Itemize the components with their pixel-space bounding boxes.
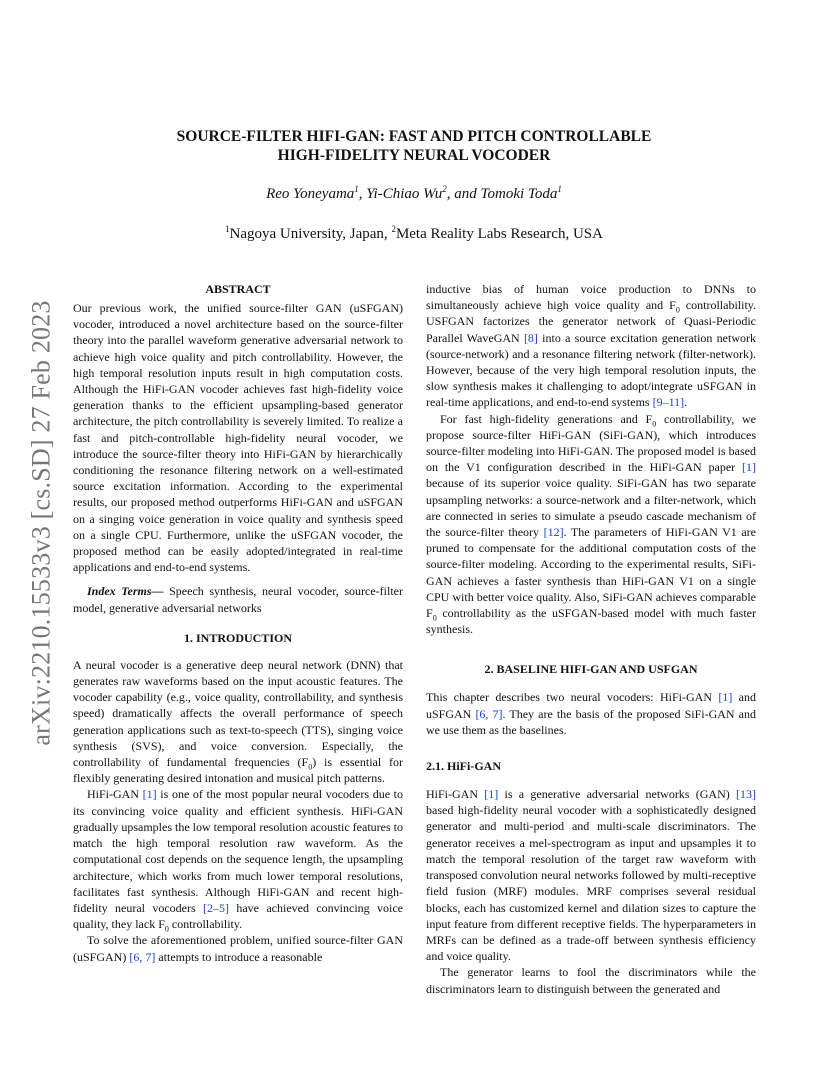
- citation-link[interactable]: [6, 7]: [129, 949, 156, 964]
- intro-paragraph-3: To solve the aforementioned problem, unified source-filter GAN (uSFGAN) [6, 7] attempts to introduce a reasonable: [73, 933, 403, 964]
- citation-link[interactable]: [1]: [718, 690, 733, 705]
- intro-paragraph-1: A neural vocoder is a generative deep neural network (DNN) that generates raw waveforms based on the input acoustic features. The vocoder capability (e.g., voice quality, controllability, and synthesis speed) dramatically affects the overall performance of speech generation applications such as text-to-speech (TTS), singing voice synthesis (SVS), and voice conversion. Especially, the controllability of fundamental frequencies $(F_0)$ is essential for flexibly generating desired intonation and musical pitch patterns.: [73, 657, 403, 786]
- author-list: Reo Yoneyama$^1$, Yi-Chiao Wu$^2$, and Tomoki Toda$^1$: [266, 184, 562, 202]
- index-terms: Index Terms— Speech synthesis, neural vocoder, source-filter model, generative adversarial networks: [73, 584, 403, 615]
- abstract-text: Our previous work, the unified source-filter GAN (uSFGAN) vocoder, introduced a novel architecture based on the source-filter theory into the parallel waveform generative adversarial network to achieve high voice quality and pitch controllability. However, the high temporal resolution inputs result in high computation costs. Although the HiFi-GAN vocoder achieves fast high-fidelity voice generation thanks to the efficient upsampling-based generator architecture, the pitch controllability is severely limited. To realize a fast and pitch-controllable high-fidelity neural vocoder, we introduce the source-filter theory into HiFi-GAN by hierarchically conditioning the resonance filtering network on a well-estimated source excitation information. According to the experimental results, our proposed method outperforms HiFi-GAN and uSFGAN on a singing voice generation in voice quality and synthesis speed on a single CPU. Furthermore, unlike the uSFGAN vocoder, the proposed method can be easily adopted/integrated in real-time applications and end-to-end systems.: [73, 301, 403, 575]
- intro-paragraph-3-cont: inductive bias of human voice production to DNNs to simultaneously achieve high voice quality and $F_0$ controllability. USFGAN factorizes the generator network of Quasi-Periodic Parallel WaveGAN [8] into a source excitation generation network (source-network) and a resonance filtering network (filter-network). However, because of the very high temporal resolution inputs, the slow synthesis makes it challenging to adopt/integrate uSFGAN in real-time applications, and end-to-end systems [9–11].: [426, 282, 756, 410]
- author-1: Reo Yoneyama: [266, 186, 355, 202]
- citation-link[interactable]: [1]: [742, 460, 756, 475]
- right-column: [426, 281, 756, 997]
- section-2-heading: 2. BASELINE HIFI-GAN AND USFGAN: [484, 662, 698, 677]
- introduction-heading: 1. INTRODUCTION: [183, 630, 292, 645]
- hifigan-paragraph-1: HiFi-GAN [1] is a generative adversarial networks (GAN) [13] based high-fidelity neural vocoder with a sophisticatedly designed generator and multi-period and multi-scale discriminators. The generator receives a mel-spectrogram as input and upsamples it to match the temporal resolution of the target raw waveform with transposed convolution neural networks followed by multi-receptive field fusion (MRF) modules. MRF comprises several residual blocks, each has customized kernel and dilation sizes to capture the input feature from different receptive fields. The hyperparameters in MRFs can be defined as a trade-off between synthesis efficiency and voice quality.: [426, 787, 756, 964]
- arxiv-identifier-text: arXiv:2210.15533v3 [cs.SD] 27 Feb 2023: [27, 300, 57, 746]
- intro-paragraph-2: HiFi-GAN [1] is one of the most popular neural vocoders due to its convincing voice quality and efficient synthesis. HiFi-GAN gradually upsamples the low temporal resolution acoustic features to match the high temporal resolution raw waveform. As the computational cost depends on the sequence length, the upsampling architecture, which works from much lower temporal resolutions, facilitates fast synthesis. Although HiFi-GAN and recent high-fidelity neural vocoders [2–5] have achieved convincing voice quality, they lack $F_0$ controllability.: [73, 787, 403, 934]
- affiliations: $^1$Nagoya University, Japan, $^2$Meta Reality Labs Research, USA: [225, 224, 603, 242]
- arxiv-identifier: [28, 288, 56, 758]
- left-column: [73, 281, 403, 965]
- abstract-heading: ABSTRACT: [205, 282, 271, 296]
- intro-paragraph-4: For fast high-fidelity generations and $F_0$ controllability, we propose source-filter HiFi-GAN (SiFi-GAN), which introduces source-filter modeling into HiFi-GAN. The proposed model is based on the V1 configuration described in the HiFi-GAN paper [1] because of its superior voice quality. SiFi-GAN has two separate upsampling networks: a source-network and a filter-network, which are connected in series to simulate a pseudo cascade mechanism of the source-filter theory [12]. The parameters of HiFi-GAN V1 are pruned to compensate for the additional computation costs of the source-filter modeling. According to the experimental results, SiFi-GAN achieves a faster synthesis than HiFi-GAN V1 on a single CPU with better voice quality. Also, SiFi-GAN achieves comparable $F_0$ controllability as the uSFGAN-based model with much faster synthesis.: [426, 411, 757, 637]
- citation-link[interactable]: [8]: [523, 330, 538, 345]
- citation-link[interactable]: [13]: [736, 787, 756, 802]
- hifigan-paragraph-2: The generator learns to fool the discriminators while the discriminators learn to distinguish between the generated and: [426, 965, 756, 996]
- citation-link[interactable]: [2–5]: [203, 900, 229, 915]
- author-3: and Tomoki Toda: [454, 186, 558, 202]
- citation-link[interactable]: [9–11]: [652, 395, 685, 410]
- citation-link[interactable]: [12]: [543, 525, 564, 540]
- citation-link[interactable]: [6, 7]: [475, 706, 503, 721]
- paper-title: SOURCE-FILTER HIFI-GAN: FAST AND PITCH CONTROLLABLE HIGH-FIDELITY NEURAL VOCODER: [176, 128, 652, 164]
- author-2: Yi-Chiao Wu: [366, 186, 443, 202]
- subsection-2-1-heading: 2.1. HiFi-GAN: [426, 759, 501, 774]
- citation-link[interactable]: [1]: [484, 787, 499, 802]
- citation-link[interactable]: [1]: [142, 787, 157, 802]
- section-2-intro: This chapter describes two neural vocoders: HiFi-GAN [1] and uSFGAN [6, 7]. They are the basis of the proposed SiFi-GAN and we use them as the baselines.: [426, 690, 756, 737]
- index-terms-label: Index Terms—: [87, 584, 164, 599]
